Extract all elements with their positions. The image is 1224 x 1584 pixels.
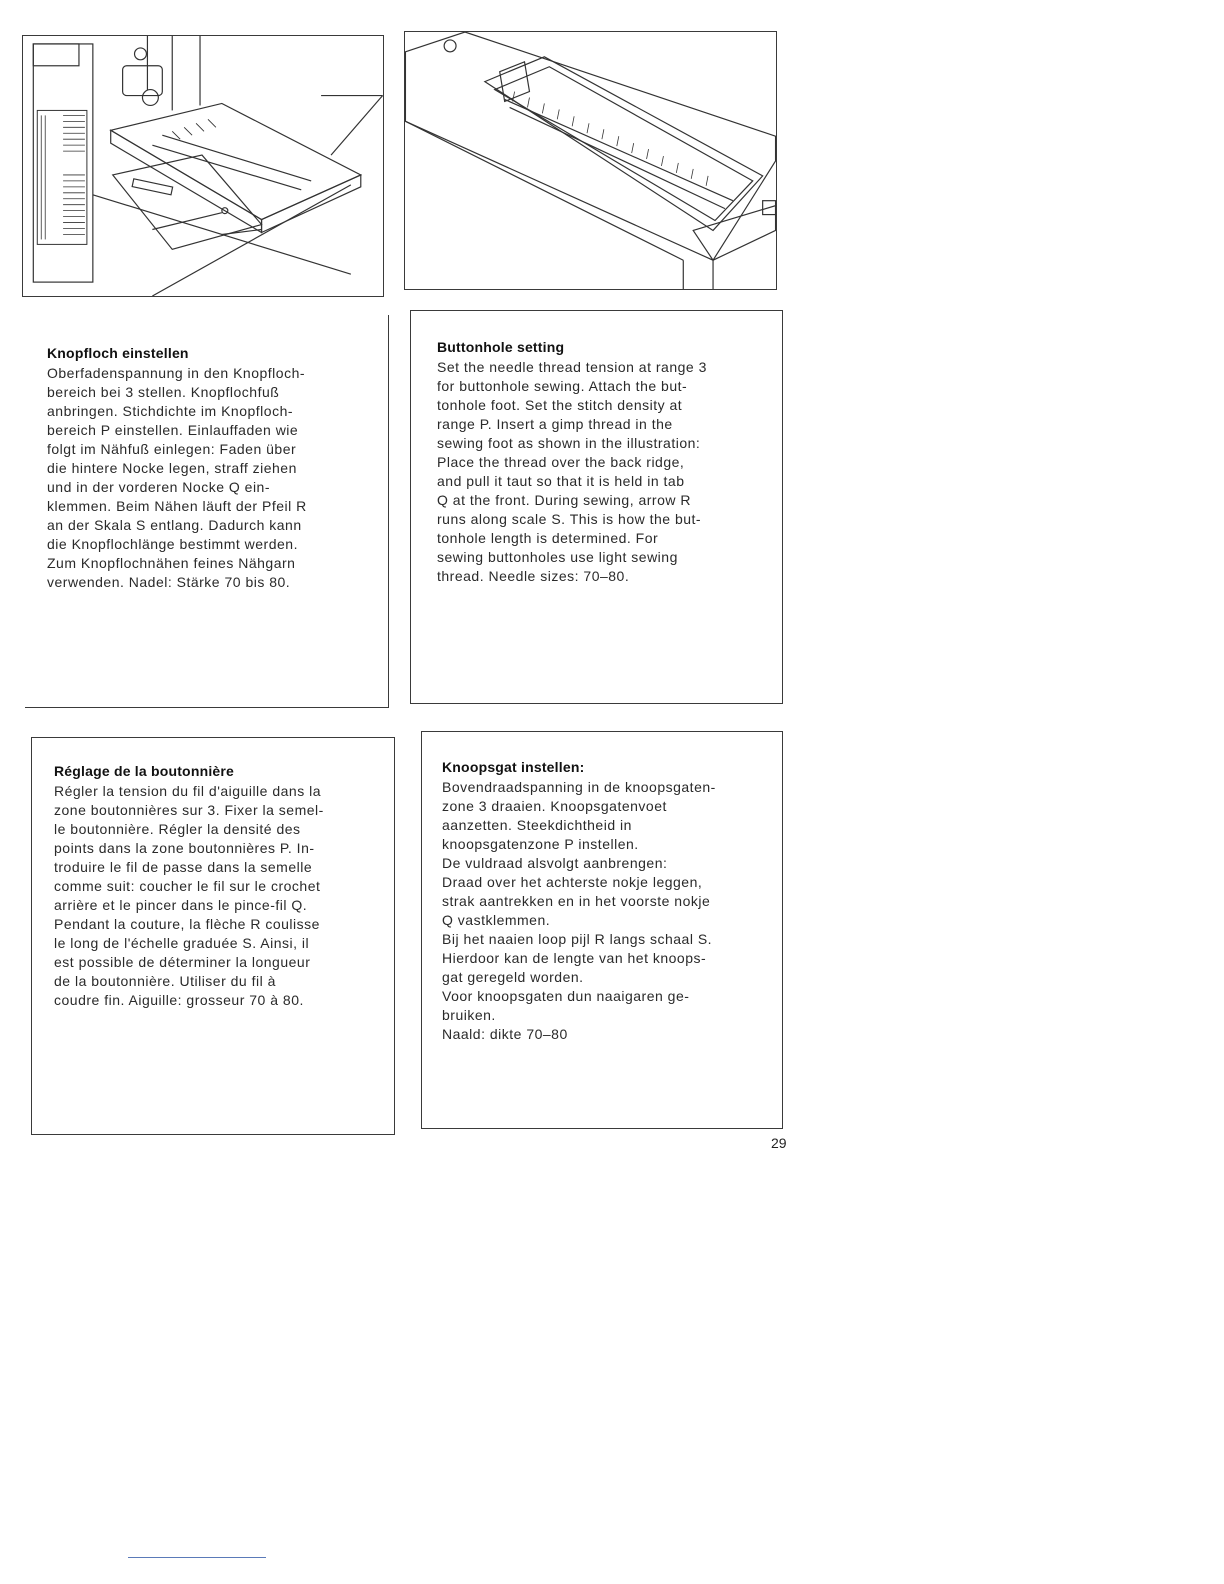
dutch-line: Bij het naaien loop pijl R langs schaal S. [442, 931, 713, 947]
german-line: an der Skala S entlang. Dadurch kann [47, 517, 302, 533]
dutch-line: Naald: dikte 70–80 [442, 1026, 568, 1042]
footer-rule [128, 1557, 266, 1558]
dutch-line: aanzetten. Steekdichtheid in [442, 817, 632, 833]
french-line: est possible de déterminer la longueur [54, 954, 311, 970]
foot-scale-drawing [405, 32, 776, 289]
english-heading: Buttonhole setting [437, 339, 565, 355]
german-line: die hintere Nocke legen, straff ziehen [47, 460, 297, 476]
french-line: arrière et le pincer dans le pince-fil Q. [54, 897, 308, 913]
german-line: Zum Knopflochnähen feines Nähgarn [47, 555, 296, 571]
french-line: points dans la zone boutonnières P. In- [54, 840, 315, 856]
dutch-line: Voor knoopsgaten dun naaigaren ge- [442, 988, 690, 1004]
german-line: Oberfadenspannung in den Knopfloch- [47, 365, 306, 381]
dutch-section [421, 731, 783, 1129]
english-line: and pull it taut so that it is held in tab [437, 473, 685, 489]
dutch-line: Q vastklemmen. [442, 912, 551, 928]
german-line: die Knopflochlänge bestimmt werden. [47, 536, 298, 552]
english-line: runs along scale S. This is how the but- [437, 511, 702, 527]
dutch-line: gat geregeld worden. [442, 969, 584, 985]
german-heading: Knopfloch einstellen [47, 345, 189, 361]
french-line: de la boutonnière. Utiliser du fil à [54, 973, 276, 989]
english-line: thread. Needle sizes: 70–80. [437, 568, 630, 584]
english-line: sewing buttonholes use light sewing [437, 549, 678, 565]
dutch-body [442, 778, 774, 1044]
page-number: 29 [771, 1135, 787, 1151]
french-line: coudre fin. Aiguille: grosseur 70 à 80. [54, 992, 304, 1008]
dutch-line: knoopsgatenzone P instellen. [442, 836, 639, 852]
german-line: folgt im Nähfuß einlegen: Faden über [47, 441, 297, 457]
french-line: le long de l'échelle graduée S. Ainsi, il [54, 935, 310, 951]
english-line: sewing foot as shown in the illustration: [437, 435, 701, 451]
dutch-line: bruiken. [442, 1007, 496, 1023]
french-section [31, 737, 395, 1135]
dutch-heading: Knoopsgat instellen: [442, 759, 585, 775]
french-line: Régler la tension du fil d'aiguille dans la [54, 783, 321, 799]
french-line: zone boutonnières sur 3. Fixer la semel- [54, 802, 324, 818]
dutch-line: zone 3 draaien. Knoopsgatenvoet [442, 798, 667, 814]
french-line: le boutonnière. Régler la densité des [54, 821, 301, 837]
foot-scale-illustration [404, 31, 777, 290]
english-section [410, 310, 783, 704]
english-line: Place the thread over the back ridge, [437, 454, 685, 470]
dutch-line: Bovendraadspanning in de knoopsgaten- [442, 779, 716, 795]
dutch-line: De vuldraad alsvolgt aanbrengen: [442, 855, 668, 871]
english-line: for buttonhole sewing. Attach the but- [437, 378, 688, 394]
german-body [47, 364, 378, 592]
german-line: und in der vorderen Nocke Q ein- [47, 479, 270, 495]
french-line: troduire le fil de passe dans la semelle [54, 859, 313, 875]
english-line: range P. Insert a gimp thread in the [437, 416, 673, 432]
english-line: tonhole foot. Set the stitch density at [437, 397, 683, 413]
buttonhole-foot-drawing [23, 36, 383, 296]
german-line: bereich P einstellen. Einlauffaden wie [47, 422, 299, 438]
french-heading: Réglage de la boutonnière [54, 763, 235, 779]
german-line: klemmen. Beim Nähen läuft der Pfeil R [47, 498, 307, 514]
buttonhole-foot-illustration [22, 35, 384, 297]
german-line: anbringen. Stichdichte im Knopfloch- [47, 403, 294, 419]
french-body [54, 782, 386, 1010]
english-line: Set the needle thread tension at range 3 [437, 359, 707, 375]
german-line: verwenden. Nadel: Stärke 70 bis 80. [47, 574, 291, 590]
dutch-line: Hierdoor kan de lengte van het knoops- [442, 950, 707, 966]
french-line: Pendant la couture, la flèche R coulisse [54, 916, 320, 932]
french-line: comme suit: coucher le fil sur le crochet [54, 878, 321, 894]
german-line: bereich bei 3 stellen. Knopflochfuß [47, 384, 280, 400]
english-line: tonhole length is determined. For [437, 530, 659, 546]
english-body [437, 358, 772, 586]
dutch-line: strak aantrekken en in het voorste nokje [442, 893, 711, 909]
english-line: Q at the front. During sewing, arrow R [437, 492, 691, 508]
german-section [25, 315, 389, 708]
dutch-line: Draad over het achterste nokje leggen, [442, 874, 703, 890]
